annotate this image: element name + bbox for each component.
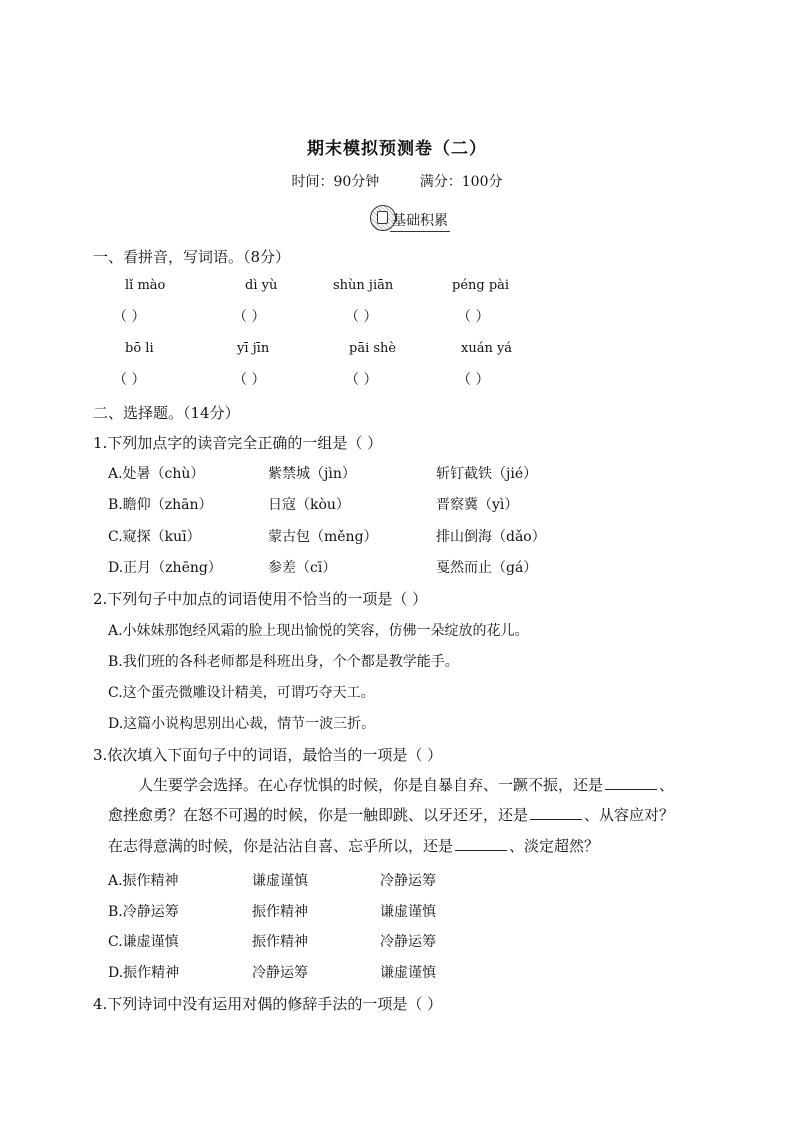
q1-option-b-2: 日寇（kòu） — [268, 497, 350, 513]
q1-option-c-3: 排山倒海（dǎo） — [436, 529, 546, 545]
exam-info — [0, 171, 794, 191]
q1-option-a-2: 紫禁城（jìn） — [268, 466, 356, 482]
q3-passage-line-3: 在志得意满的时候，你是沾沾自喜、忘乎所以，还是 、淡定超然？ — [108, 837, 600, 855]
q3-option-c-3: 冷静运筹 — [380, 934, 436, 950]
q3-passage-line-1: 人生要学会选择。在心存忧惧的时候，你是自暴自弃、一蹶不振，还是 、 — [138, 776, 675, 794]
page-title: 期末模拟预测卷（二） — [307, 139, 487, 159]
answer-box-5[interactable]: （ ） — [113, 372, 146, 388]
q1-option-b-3: 晋察冀（yì） — [436, 497, 519, 513]
q3-option-b-2: 振作精神 — [252, 904, 308, 920]
pinyin-6: yī jīn — [237, 341, 270, 356]
pinyin-3: shùn jiān — [333, 278, 394, 293]
q1-option-c-2: 蒙古包（měng） — [268, 529, 378, 545]
q3-option-b-3: 谦虚谨慎 — [380, 904, 436, 920]
answer-box-8[interactable]: （ ） — [457, 372, 490, 388]
q2-option-a: A.小妹妹那饱经风霜的脸上现出愉悦的笑容，仿佛一朵绽放的花儿。 — [108, 623, 529, 639]
q3-option-b-1: B.冷静运筹 — [108, 904, 179, 920]
section-banner — [370, 205, 470, 233]
q2-option-b: B.我们班的各科老师都是科班出身，个个都是教学能手。 — [108, 654, 459, 670]
q1-option-d-1: D.正月（zhēng） — [108, 560, 222, 576]
q3-stem: 3.依次填入下面句子中的词语，最恰当的一项是（ ） — [93, 746, 443, 764]
fill-blank-1[interactable] — [605, 788, 657, 790]
q3-option-d-1: D.振作精神 — [108, 965, 180, 981]
pinyin-1: lǐ mào — [125, 278, 166, 293]
q3-passage-line-2: 愈挫愈勇？在怒不可遏的时候，你是一触即跳、以牙还牙，还是 、从容应对？ — [108, 806, 675, 824]
q3-option-a-2: 谦虚谨慎 — [252, 873, 308, 889]
full-score: 满分：100分 — [419, 174, 503, 190]
q1-option-c-1: C.窥探（kuī） — [108, 529, 201, 545]
banner-label: 基础积累 — [392, 210, 448, 230]
q1-stem: 1.下列加点字的读音完全正确的一组是（ ） — [93, 434, 383, 452]
section2-heading: 二、选择题。（14分） — [93, 404, 240, 422]
answer-box-3[interactable]: （ ） — [345, 309, 378, 325]
q3-option-a-3: 冷静运筹 — [380, 873, 436, 889]
time-limit: 时间：90分钟 — [291, 174, 380, 190]
q2-stem: 2.下列句子中加点的词语使用不恰当的一项是（ ） — [93, 590, 428, 608]
q2-option-c: C.这个蛋壳微雕设计精美，可谓巧夺天工。 — [108, 685, 375, 701]
q3-option-d-2: 冷静运筹 — [252, 965, 308, 981]
fill-blank-2[interactable] — [530, 818, 582, 820]
q1-option-a-3: 斩钉截铁（jié） — [436, 466, 538, 482]
q2-option-d: D.这篇小说构思别出心裁，情节一波三折。 — [108, 716, 376, 732]
pinyin-4: péng pài — [452, 278, 510, 293]
q3-option-c-2: 振作精神 — [252, 934, 308, 950]
answer-box-1[interactable]: （ ） — [113, 309, 146, 325]
section1-heading: 一、看拼音，写词语。（8分） — [93, 248, 291, 266]
q3-option-c-1: C.谦虚谨慎 — [108, 934, 179, 950]
q1-option-d-3: 戛然而止（gá） — [436, 560, 538, 576]
answer-box-2[interactable]: （ ） — [233, 309, 266, 325]
pinyin-7: pāi shè — [349, 341, 397, 356]
pinyin-8: xuán yá — [461, 341, 513, 356]
q1-option-a-1: A.处暑（chù） — [108, 466, 205, 482]
answer-box-7[interactable]: （ ） — [345, 372, 378, 388]
q1-option-b-1: B.瞻仰（zhān） — [108, 497, 213, 513]
pinyin-5: bō li — [125, 341, 154, 356]
answer-box-4[interactable]: （ ） — [457, 309, 490, 325]
q1-option-d-2: 参差（cī） — [268, 560, 337, 576]
q3-option-a-1: A.振作精神 — [108, 873, 179, 889]
pinyin-2: dì yù — [245, 278, 278, 293]
answer-box-6[interactable]: （ ） — [233, 372, 266, 388]
q3-option-d-3: 谦虚谨慎 — [380, 965, 436, 981]
q4-stem: 4.下列诗词中没有运用对偶的修辞手法的一项是（ ） — [93, 995, 443, 1013]
fill-blank-3[interactable] — [455, 849, 507, 851]
